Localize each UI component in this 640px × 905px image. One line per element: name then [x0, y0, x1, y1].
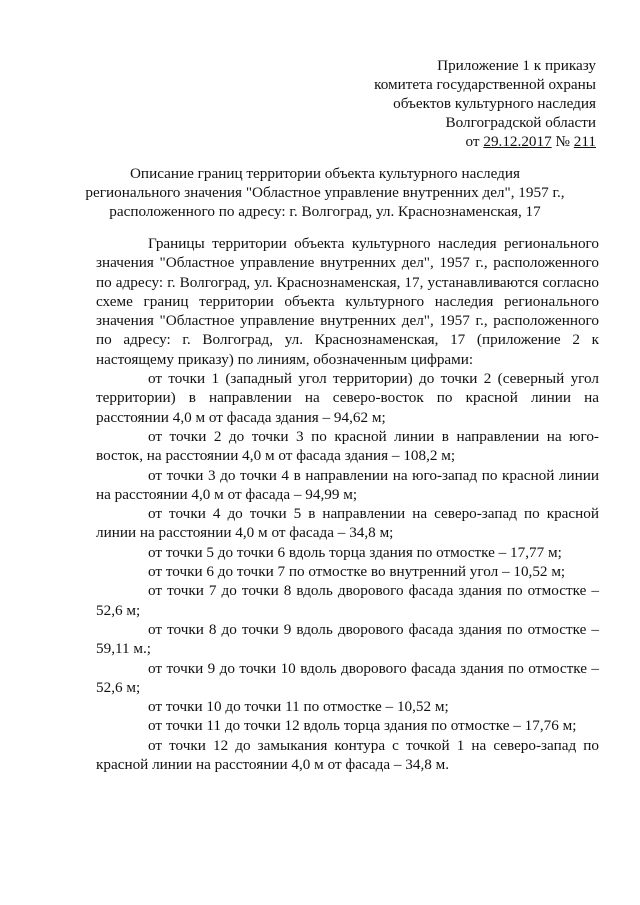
- intro-paragraph: Границы территории объекта культурного наследия регионального значения "Областное управление внутренних дел", 1957 г., расположенного по адресу: г. Волгоград, ул. Краснознаменская, 17, устанавливаются согласно схеме границ территории объекта культурного наследия регионального значения "Областное управление внутренних дел", 1957 г., расположенного по адресу: г. Волгоград, ул. Краснознаменская, 17 (приложение 2 к настоящему приказу) по линиям, обозначенным цифрами:: [96, 235, 599, 368]
- order-number: 211: [573, 133, 596, 150]
- segment-paragraph: от точки 4 до точки 5 в направлении на северо-запад по красной линии на расстоянии 4,0 м от фасада – 34,8 м;: [96, 505, 599, 542]
- segment-paragraph: от точки 11 до точки 12 вдоль торца здания по отмостке – 17,76 м;: [148, 717, 577, 735]
- segment-paragraph: от точки 7 до точки 8 вдоль дворового фасада здания по отмостке – 52,6 м;: [96, 582, 599, 619]
- date-prefix: от: [465, 133, 484, 150]
- appendix-line-4: Волгоградской области: [445, 114, 596, 131]
- title-line-3: расположенного по адресу: г. Волгоград, ул. Краснознаменская, 17: [109, 203, 541, 220]
- segment-paragraph: от точки 10 до точки 11 по отмостке – 10,52 м;: [148, 698, 449, 716]
- appendix-line-1: Приложение 1 к приказу: [437, 57, 596, 74]
- document-body: [96, 234, 599, 774]
- segment-paragraph: от точки 9 до точки 10 вдоль дворового фасада здания по отмостке – 52,6 м;: [96, 659, 599, 696]
- title-line-1: Описание границ территории объекта культурного наследия: [129, 165, 521, 182]
- order-date: 29.12.2017: [483, 133, 552, 150]
- document-title: [60, 164, 590, 221]
- segment-paragraph: от точки 5 до точки 6 вдоль торца здания по отмостке – 17,77 м;: [148, 543, 562, 561]
- segment-paragraph: от точки 3 до точки 4 в направлении на юго-запад по красной линии на расстоянии 4,0 м от фасада – 94,99 м;: [96, 466, 599, 503]
- segment-paragraph: от точки 2 до точки 3 по красной линии в направлении на юго-восток, на расстоянии 4,0 м от фасада здания – 108,2 м;: [96, 427, 599, 465]
- appendix-header: [296, 56, 596, 151]
- segment-paragraph: от точки 6 до точки 7 по отмостке во внутренний угол – 10,52 м;: [148, 563, 566, 581]
- segment-paragraph: от точки 12 до замыкания контура с точкой 1 на северо-запад по красной линии на расстоянии 4,0 м от фасада – 34,8 м.: [96, 736, 599, 774]
- segment-paragraph: от точки 8 до точки 9 вдоль дворового фасада здания по отмостке – 59,11 м.;: [96, 620, 599, 658]
- order-date-line: [296, 132, 596, 151]
- title-line-2: регионального значения "Областное управление внутренних дел", 1957 г.,: [85, 184, 565, 201]
- appendix-line-3: объектов культурного наследия: [393, 95, 596, 112]
- segment-paragraph: от точки 1 (западный угол территории) до точки 2 (северный угол территории) в направлении на северо-восток по красной линии на расстоянии 4,0 м от фасада здания – 94,62 м;: [96, 370, 599, 426]
- appendix-line-2: комитета государственной охраны: [374, 76, 596, 93]
- number-sign: №: [555, 133, 570, 150]
